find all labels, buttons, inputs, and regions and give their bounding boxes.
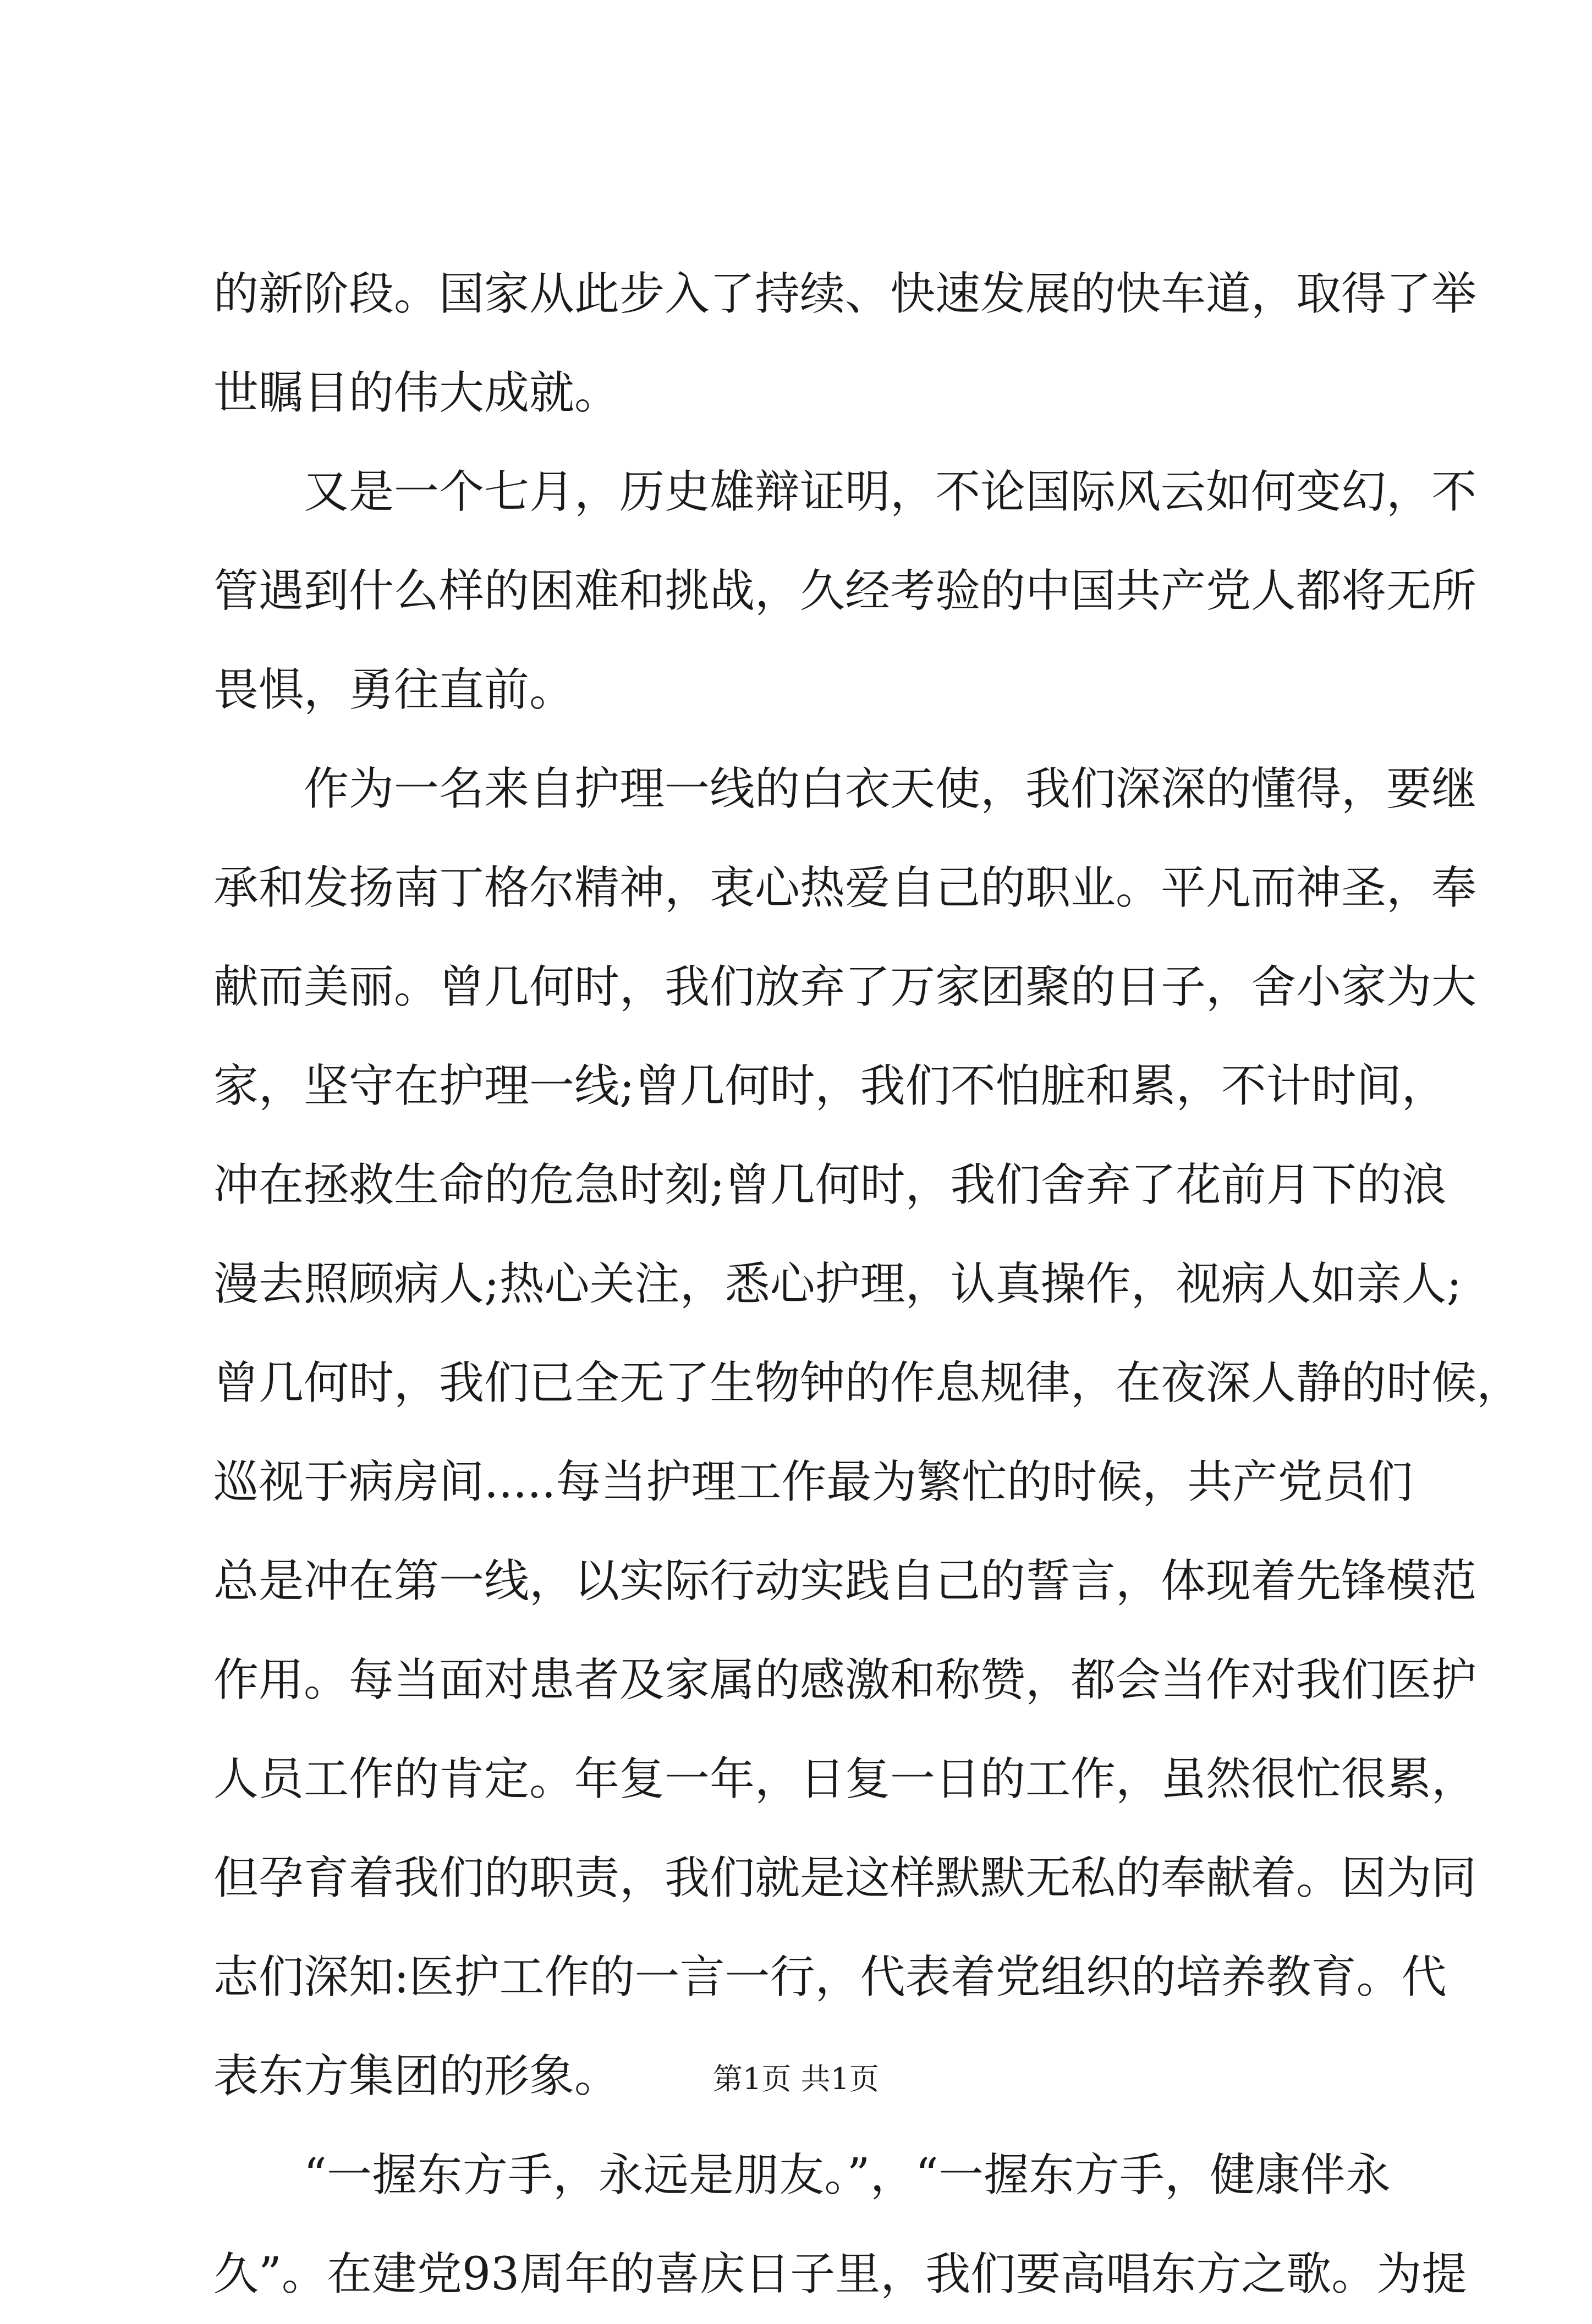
paragraph-line: 作用。每当面对患者及家属的感激和称赞，都会当作对我们医护 [213,1654,1477,1706]
paragraph-line: “一握东方手，永远是朋友。”，“一握东方手，健康伴永 [304,2149,1391,2201]
paragraph-line: 管遇到什么样的困难和挑战，久经考验的中国共产党人都将无所 [213,565,1477,617]
document-body [213,245,1522,2324]
paragraph-line: 承和发扬南丁格尔精神，衷心热爱自己的职业。平凡而神圣，奉 [213,862,1477,914]
page-footer: 第1页 共1页 [713,2062,879,2096]
paragraph-line: 曾几何时，我们已全无了生物钟的作息规律，在夜深人静的时候， [213,1357,1522,1409]
paragraph-line: 志们深知:医护工作的一言一行，代表着党组织的培养教育。代 [213,1951,1447,2003]
paragraph-line: 漫去照顾病人;热心关注，悉心护理，认真操作，视病人如亲人; [213,1258,1462,1310]
paragraph-line: 表东方集团的形象。 [213,2050,620,2102]
paragraph-line: 畏惧，勇往直前。 [213,664,575,716]
paragraph-line: 久”。在建党93周年的喜庆日子里，我们要高唱东方之歌。为提 [213,2248,1467,2300]
paragraph-line: 家，坚守在护理一线;曾几何时，我们不怕脏和累，不计时间， [213,1060,1447,1112]
paragraph-line: 巡视于病房间.....每当护理工作最为繁忙的时候，共产党员们 [213,1456,1413,1508]
paragraph-line: 献而美丽。曾几何时，我们放弃了万家团聚的日子，舍小家为大 [213,961,1477,1013]
paragraph-line: 但孕育着我们的职责，我们就是这样默默无私的奉献着。因为同 [213,1852,1477,1904]
paragraph-line: 冲在拯救生命的危急时刻;曾几何时，我们舍弃了花前月下的浪 [213,1159,1447,1211]
paragraph-line: 世瞩目的伟大成就。 [213,367,620,419]
paragraph-line: 又是一个七月，历史雄辩证明，不论国际风云如何变幻，不 [304,466,1477,518]
paragraph-line: 的新阶段。国家从此步入了持续、快速发展的快车道，取得了举 [213,268,1477,320]
paragraph-line: 人员工作的肯定。年复一年，日复一日的工作，虽然很忙很累， [213,1753,1477,1805]
paragraph-line: 总是冲在第一线，以实际行动实践自己的誓言，体现着先锋模范 [213,1555,1477,1607]
paragraph-line: 作为一名来自护理一线的白衣天使，我们深深的懂得，要继 [304,763,1477,815]
